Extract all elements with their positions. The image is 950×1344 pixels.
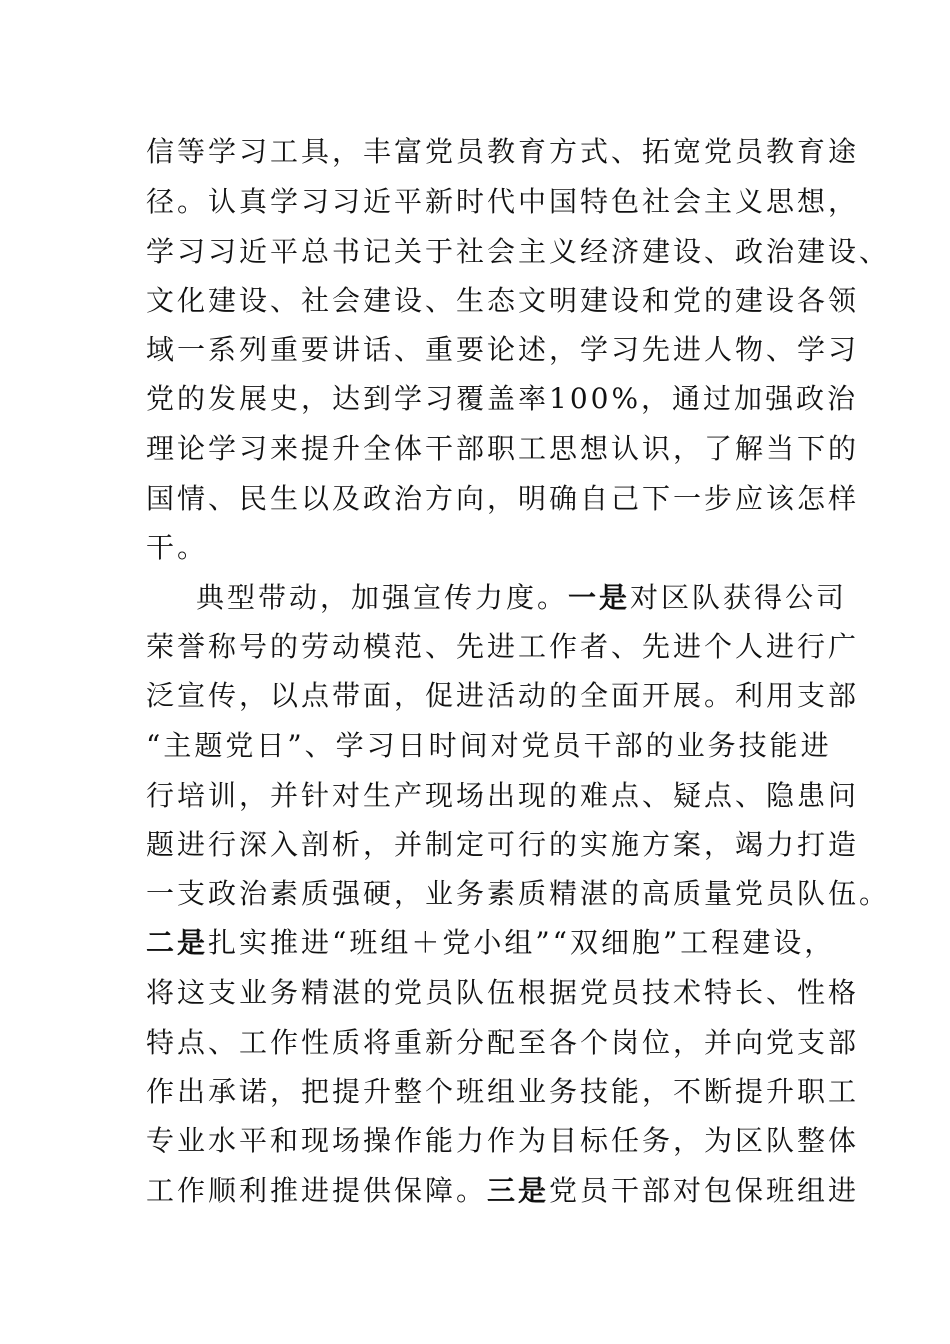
text-line: 域一系列重要讲话、重要论述，学习先进人物、学习 <box>146 333 860 366</box>
text-line: 荣誉称号的劳动模范、先进工作者、先进个人进行广 <box>146 630 860 663</box>
text-run: 党员干部对包保班组进 <box>549 1174 860 1207</box>
text-line: “主题党日”、学习日时间对党员干部的业务技能进 <box>146 729 832 762</box>
text-run: 扎实推进“班组＋党小组”“双细胞”工程建设， <box>208 926 836 959</box>
text-run: 工作顺利推进提供保障。 <box>146 1174 488 1207</box>
text-line: 文化建设、社会建设、生态文明建设和党的建设各领 <box>146 284 860 317</box>
text-line: 径。认真学习习近平新时代中国特色社会主义思想， <box>146 185 860 218</box>
text-line: 将这支业务精湛的党员队伍根据党员技术特长、性格 <box>146 976 860 1009</box>
text-run: 典型带动，加强宣传力度。 <box>196 581 569 614</box>
text-line: 一支政治素质强硬，业务素质精湛的高质量党员队伍。 <box>146 877 891 910</box>
text-line: 理论学习来提升全体干部职工思想认识，了解当下的 <box>146 432 860 465</box>
text-line: 国情、民生以及政治方向，明确自己下一步应该怎样 <box>146 482 860 515</box>
text-line: 行培训，并针对生产现场出现的难点、疑点、隐患问 <box>146 779 860 812</box>
text-line: 作出承诺，把提升整个班组业务技能，不断提升职工 <box>146 1075 860 1108</box>
text-line: 题进行深入剖析，并制定可行的实施方案，竭力打造 <box>146 828 860 861</box>
text-line: 干。 <box>146 531 209 564</box>
text-line <box>146 1173 859 1209</box>
emphasis-marker: 二是 <box>146 926 209 959</box>
text-line: 学习习近平总书记关于社会主义经济建设、政治建设、 <box>146 235 891 268</box>
text-line: 党的发展史，达到学习覆盖率100%，通过加强政治 <box>146 382 859 415</box>
text-line: 专业水平和现场操作能力作为目标任务，为区队整体 <box>146 1124 860 1157</box>
paragraph-first-line <box>196 580 847 616</box>
text-line: 信等学习工具，丰富党员教育方式、拓宽党员教育途 <box>146 135 860 168</box>
text-line: 泛宣传，以点带面，促进活动的全面开展。利用支部 <box>146 679 860 712</box>
emphasis-marker: 三是 <box>487 1174 550 1207</box>
emphasis-marker: 一是 <box>568 581 631 614</box>
text-line <box>146 925 835 961</box>
text-run: 对区队获得公司 <box>630 581 848 614</box>
text-line: 特点、工作性质将重新分配至各个岗位，并向党支部 <box>146 1026 860 1059</box>
